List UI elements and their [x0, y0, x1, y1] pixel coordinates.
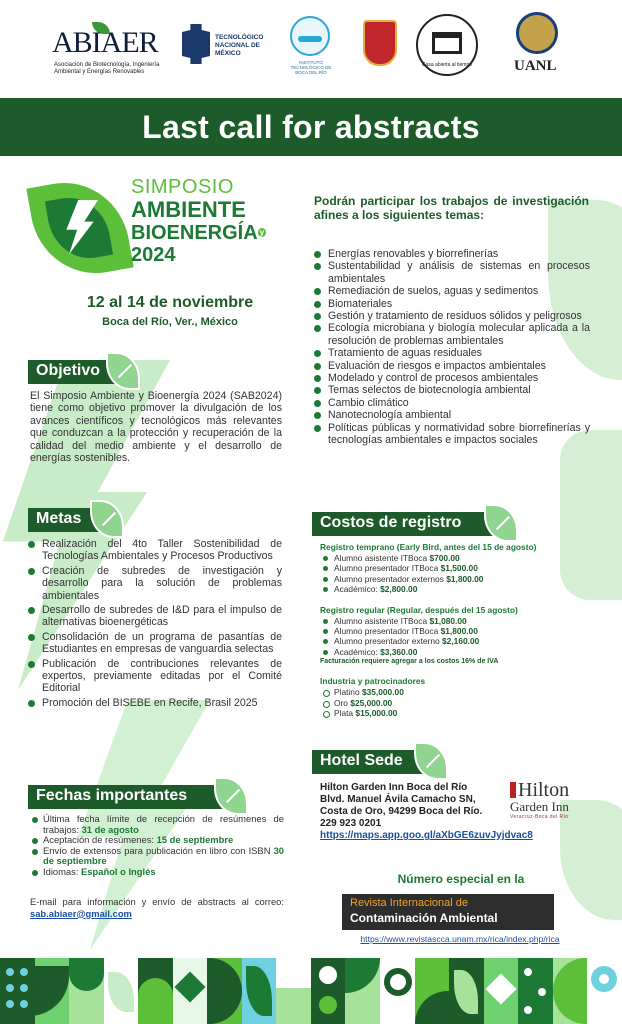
- price-value: $35,000.00: [361, 687, 404, 698]
- leaf-icon: [214, 777, 248, 815]
- fecha-value: 15 de septiembre: [156, 834, 234, 846]
- event-title-y: y: [259, 228, 265, 237]
- price-item: [320, 584, 590, 594]
- pattern-tile: [276, 958, 311, 1024]
- uam-logo: [408, 14, 492, 78]
- abiaer-subtitle: Asociación de Biotecnología, Ingeniería Ambiental y Energías Renovables: [54, 62, 160, 75]
- pattern-tile: [380, 958, 415, 1024]
- regular-list: [320, 616, 590, 658]
- itboca-logo: [288, 16, 334, 75]
- price-item: [320, 636, 590, 646]
- price-label: Oro: [334, 697, 351, 708]
- abiaer-logo: [52, 12, 164, 84]
- list-item: Promoción del BISEBE en Recife, Brasil 2025: [26, 697, 282, 709]
- uanl-seal-icon: [516, 12, 558, 54]
- price-item: [320, 626, 590, 636]
- price-value: $2,800.00: [380, 584, 418, 595]
- pattern-tile: [0, 958, 35, 1024]
- iva-note: Facturación requiere agregar a los costos 16% de IVA: [320, 658, 499, 666]
- pattern-tile: [415, 958, 450, 1024]
- page-title: Last call for abstracts: [142, 108, 480, 145]
- event-year: 2024: [131, 244, 176, 266]
- price-label: Alumno asistente ITBoca: [334, 615, 430, 626]
- fecha-value: Español o Inglés: [81, 865, 156, 877]
- hilton-logo: [510, 780, 602, 820]
- costos-title: Costos de registro: [320, 514, 462, 531]
- list-item: Consolidación de un programa de pasantías de Estudiantes en empresas de vanguardia selectas: [26, 631, 282, 656]
- hilton-location: Veracruz-Boca del Río: [510, 814, 569, 820]
- metas-title: Metas: [36, 510, 82, 527]
- pattern-tile: [518, 958, 553, 1024]
- fecha-label: Idiomas:: [43, 865, 82, 877]
- regular-group: [320, 605, 590, 667]
- hilton-brand: Hilton: [518, 779, 570, 801]
- uam-motto: Casa abierta al tiempo: [422, 62, 473, 68]
- tecnm-logo: [182, 24, 282, 66]
- itboca-emblem-icon: [290, 16, 330, 56]
- leaf-icon: [414, 742, 448, 780]
- hotel-title: Hotel Sede: [320, 752, 403, 769]
- partner-logos: [0, 0, 622, 96]
- price-label: Platino: [334, 687, 362, 698]
- list-item: Cambio climático: [312, 397, 590, 409]
- list-item: Políticas públicas y normatividad sobre biorrefinerías y tecnologías ambientales e impactos sociales: [312, 422, 590, 447]
- leaf-icon: [484, 504, 518, 542]
- metas-header: [28, 508, 100, 532]
- industry-group: [320, 676, 590, 718]
- pattern-tile: [587, 958, 622, 1024]
- pattern-tile: [345, 958, 380, 1024]
- list-item: [30, 814, 284, 835]
- price-label: Alumno presentador ITBoca: [334, 563, 441, 574]
- list-item: Ecología microbiana y biología molecular aplicada a la resolución de problemas ambientales: [312, 322, 590, 347]
- list-item: Tratamiento de aguas residuales: [312, 347, 590, 359]
- fechas-list: [30, 814, 284, 878]
- event-logo: [34, 170, 129, 280]
- pattern-tile: [553, 958, 588, 1024]
- hotel-phone: 229 923 0201: [320, 818, 382, 829]
- pattern-tile: [35, 958, 70, 1024]
- list-item: Desarrollo de subredes de I&D para el impulso de alternativas bioenergéticas: [26, 604, 282, 629]
- uanl-logo: [510, 12, 566, 80]
- event-title-bioenergia: BIOENERGÍA: [131, 222, 258, 244]
- event-place: Boca del Río, Ver., México: [102, 316, 238, 328]
- price-label: Plata: [334, 708, 356, 719]
- email-info: [30, 896, 284, 919]
- tecnm-name: TECNOLÓGICO NACIONAL DE MÉXICO: [215, 34, 264, 57]
- journal-link[interactable]: https://www.revistascca.unam.mx/rica/index.php/rica: [360, 934, 560, 944]
- price-value: $1,800.00: [440, 626, 478, 637]
- list-item: Biomateriales: [312, 298, 590, 310]
- gear-icon: [182, 24, 210, 64]
- price-item: [320, 574, 590, 584]
- uam-mark-icon: [432, 32, 462, 54]
- event-title-line2: AMBIENTE: [131, 197, 246, 222]
- hilton-brand-sub: Garden Inn: [510, 799, 569, 814]
- topics-intro: Podrán participar los trabajos de investigación afines a los siguientes temas:: [314, 194, 589, 222]
- topics-list: [312, 248, 590, 447]
- list-item: Sustentabilidad y análisis de sistemas en procesos ambientales: [312, 260, 590, 285]
- veracruz-crest-logo: [362, 18, 398, 68]
- event-dates: [70, 294, 270, 328]
- list-item: Modelado y control de procesos ambientales: [312, 372, 590, 384]
- fecha-label: Última fecha límite de recepción de resúmenes de trabajos:: [43, 813, 284, 835]
- journal-name-line1: Revista Internacional de: [350, 897, 469, 909]
- price-label: Académico:: [334, 584, 381, 595]
- pattern-tile: [207, 958, 242, 1024]
- pattern-tile: [173, 958, 208, 1024]
- price-item: [320, 647, 590, 657]
- footer-pattern: [0, 958, 622, 1024]
- price-item: [320, 687, 590, 697]
- event-date-range: 12 al 14 de noviembre: [86, 294, 254, 311]
- fecha-value: 30 de septiembre: [43, 844, 284, 867]
- list-item: Realización del 4to Taller Sostenibilidad de Tecnologías Ambientales y Procesos Productivos: [26, 538, 282, 563]
- list-item: Creación de subredes de investigación y desarrollo para la solución de problemas ambientales: [26, 565, 282, 602]
- regular-heading: Registro regular (Regular, después del 15 agosto): [320, 604, 518, 615]
- objetivo-title: Objetivo: [36, 362, 101, 379]
- fecha-label: Aceptación de resúmenes:: [43, 834, 157, 846]
- pattern-tile: [69, 958, 104, 1024]
- list-item: [30, 846, 284, 867]
- itboca-caption: INSTITUTO TECNOLÓGICO DE BOCA DEL RÍO: [290, 60, 332, 75]
- pattern-tile: [484, 958, 519, 1024]
- uanl-name: UANL: [514, 58, 557, 74]
- journal-logo: [342, 894, 554, 930]
- hilton-mark-icon: [510, 782, 516, 798]
- price-value: $3,360.00: [380, 646, 418, 657]
- email-label: E-mail para información y envío de abstracts al correo:: [30, 896, 284, 907]
- fecha-label: Envío de extensos para publicación en libro con ISBN: [43, 844, 274, 856]
- price-label: Académico:: [334, 646, 381, 657]
- price-value: $2,160.00: [442, 636, 480, 647]
- early-bird-heading: Registro temprano (Early Bird, antes del 15 de agosto): [320, 542, 537, 552]
- hotel-address-line2: Costa de Oro, 94299 Boca del Río.: [320, 806, 483, 817]
- price-item: [320, 698, 590, 708]
- industry-list: [320, 687, 590, 718]
- list-item: Nanotecnología ambiental: [312, 409, 590, 421]
- industry-heading: Industria y patrocinadores: [320, 676, 426, 687]
- price-label: Alumno presentador externo: [334, 636, 443, 647]
- list-item: Publicación de contribuciones relevantes de expertos, previamente editadas por el Comité Editorial: [26, 658, 282, 695]
- price-value: $1,080.00: [429, 615, 467, 626]
- title-banner: [0, 98, 622, 156]
- hotel-address-line1: Blvd. Manuel Ávila Camacho SN,: [320, 794, 476, 805]
- price-value: $15,000.00: [355, 708, 398, 719]
- price-value: $700.00: [429, 553, 460, 563]
- list-item: [30, 867, 284, 878]
- hotel-map-link[interactable]: https://maps.app.goo.gl/aXbGE6zuvJyjdvac8: [320, 830, 533, 841]
- fechas-title: Fechas importantes: [36, 787, 188, 804]
- early-bird-list: [320, 553, 590, 595]
- special-issue-intro: Número especial en la: [397, 872, 525, 886]
- hotel-info: [320, 782, 533, 842]
- price-label: Alumno asistente ITBoca: [334, 553, 430, 563]
- pattern-tile: [138, 958, 173, 1024]
- price-label: Alumno presentador externos: [334, 573, 447, 584]
- event-title: [131, 176, 301, 266]
- costos-header: [312, 512, 494, 536]
- price-item: [320, 708, 590, 718]
- list-item: Temas selectos de biotecnología ambiental: [312, 384, 590, 396]
- metas-list: [26, 538, 282, 709]
- price-value: $25,000.00: [350, 697, 393, 708]
- price-item: [320, 553, 590, 563]
- price-item: [320, 563, 590, 573]
- list-item: Evaluación de riesgos e impactos ambientales: [312, 360, 590, 372]
- early-bird-group: [320, 542, 590, 595]
- fechas-header: [28, 785, 224, 809]
- journal-name-line2: Contaminación Ambiental: [350, 911, 498, 925]
- costs-section: [320, 542, 590, 728]
- email-link[interactable]: sab.abiaer@gmail.com: [30, 907, 132, 919]
- abiaer-name: ABIAER: [52, 26, 158, 59]
- price-value: $1,800.00: [446, 573, 484, 584]
- pattern-tile: [104, 958, 139, 1024]
- price-value: $1,500.00: [440, 563, 478, 574]
- event-title-line3: [131, 222, 301, 244]
- objetivo-text: El Simposio Ambiente y Bioenergía 2024 (SAB2024) tiene como objetivo promover la divulgación de los avances científicos y tecnológicos más relevantes que conduzcan a la protección y recuperación de la calidad del medio ambiente y el desarrollo de energías sostenibles.: [30, 390, 282, 465]
- pattern-tile: [242, 958, 277, 1024]
- pattern-tile: [449, 958, 484, 1024]
- price-item: [320, 616, 590, 626]
- objetivo-header: [28, 360, 116, 384]
- list-item: Remediación de suelos, aguas y sedimentos: [312, 285, 590, 297]
- shield-icon: [363, 20, 397, 66]
- pattern-tile: [311, 958, 346, 1024]
- list-item: Energías renovables y biorrefinerías: [312, 248, 590, 260]
- price-label: Alumno presentador ITBoca: [334, 626, 441, 637]
- list-item: Gestión y tratamiento de residuos sólidos y peligrosos: [312, 310, 590, 322]
- fecha-value: 31 de agosto: [81, 823, 139, 835]
- event-title-line1: SIMPOSIO: [131, 176, 234, 198]
- hotel-name: Hilton Garden Inn Boca del Río: [320, 782, 468, 793]
- hotel-header: [312, 750, 424, 774]
